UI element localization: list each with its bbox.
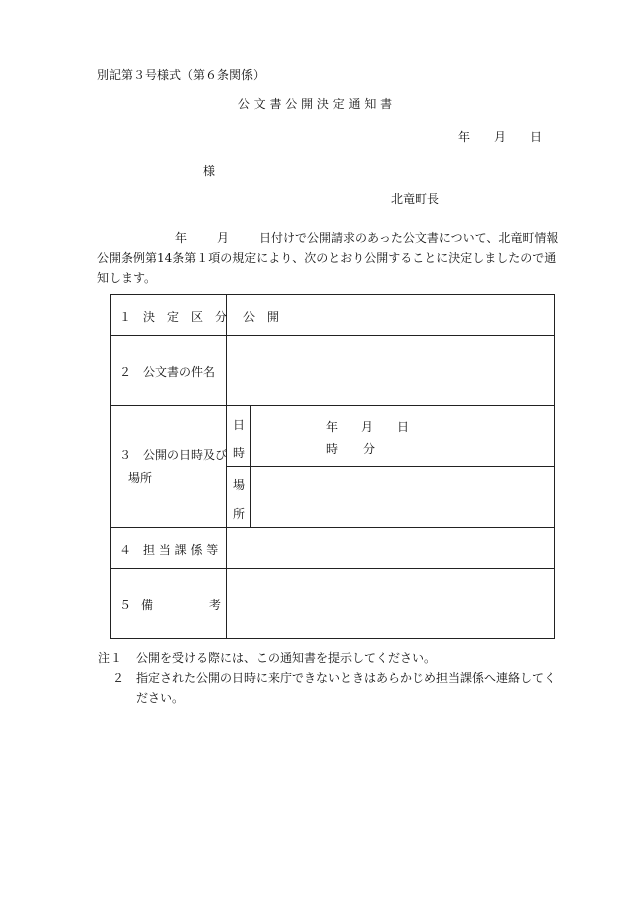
notes xyxy=(98,648,568,708)
form-reference: 別記第３号様式（第６条関係） xyxy=(97,68,266,82)
datetime-minute-label: 分 xyxy=(363,442,376,456)
row-decision-type-label: １ 決 定 区 分 xyxy=(119,310,228,324)
sub-label-datetime-1: 日 xyxy=(233,418,246,432)
document-title: 公 文 書 公 開 決 定 通 知 書 xyxy=(237,97,393,111)
addressee-suffix: 様 xyxy=(203,164,216,178)
datetime-month-label: 月 xyxy=(361,420,374,434)
note-1-number: 注１ xyxy=(98,651,123,665)
issue-date xyxy=(458,128,542,145)
datetime-year-label: 年 xyxy=(326,420,339,434)
row-remarks-num: ５ xyxy=(119,598,132,612)
date-year-label: 年 xyxy=(458,130,471,144)
body-month-label: 月 xyxy=(217,231,230,245)
note-2-text: 指定された公開の日時に来庁できないときはあらかじめ担当課係へ連絡してください。 xyxy=(136,671,557,705)
note-2-number: ２ xyxy=(111,671,124,685)
row-document-name-label: ２ 公文書の件名 xyxy=(119,365,216,379)
sub-label-place-1: 場 xyxy=(233,478,246,492)
note-1 xyxy=(98,648,568,668)
row-remarks-label-a: 備 xyxy=(141,598,154,612)
row-datetime-place-label-2: 場所 xyxy=(128,471,153,485)
row-department-label: ４ 担 当 課 係 等 xyxy=(119,543,219,557)
sub-label-datetime-2: 時 xyxy=(233,446,246,460)
body-text-main: 日付けで公開請求のあった公文書について、北竜町情報公開条例第14条第１項の規定により、次のとおり公開することに決定しましたので通知します。 xyxy=(97,231,559,285)
date-day-label: 日 xyxy=(530,130,543,144)
date-month-label: 月 xyxy=(494,130,507,144)
sub-label-place-2: 所 xyxy=(233,507,246,521)
body-year-label: 年 xyxy=(175,231,188,245)
datetime-day-label: 日 xyxy=(397,420,410,434)
datetime-hour-label: 時 xyxy=(326,442,339,456)
row-remarks-label-b: 考 xyxy=(209,598,222,612)
row-decision-type-value: 公 開 xyxy=(243,310,280,324)
row-datetime-place-label: ３ 公開の日時及び xyxy=(119,448,228,462)
note-1-text: 公開を受ける際には、この通知書を提示してください。 xyxy=(136,651,437,665)
body-paragraph xyxy=(97,228,567,288)
decision-table xyxy=(110,294,555,639)
issuer-name: 北竜町長 xyxy=(391,192,440,206)
note-2 xyxy=(98,668,568,708)
